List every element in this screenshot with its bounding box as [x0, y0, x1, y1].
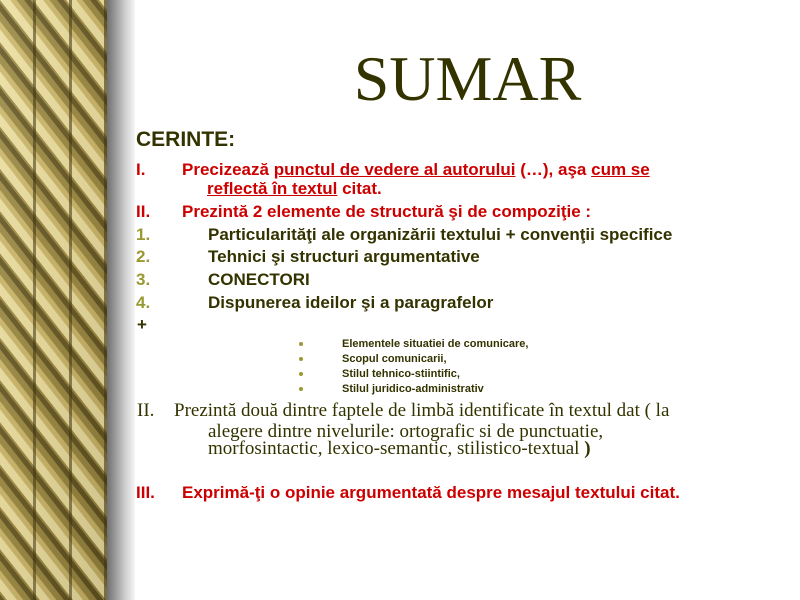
bullet-item: Scopul comunicarii,	[342, 353, 447, 365]
item-1-line-2: reflectă în textul citat.	[207, 179, 382, 198]
sublist-number: 2.	[136, 247, 151, 266]
sublist-number: 1.	[136, 225, 151, 244]
link-author-viewpoint[interactable]: punctul de vedere al autorului	[273, 160, 516, 179]
bullet-dot	[299, 357, 303, 361]
sublist-item: CONECTORI	[208, 270, 310, 289]
item-2-number: II.	[136, 202, 151, 221]
item-2b-line-1: Prezintă două dintre faptele de limbă identificate în textul dat ( la	[174, 400, 670, 421]
link-how-reflected[interactable]: cum se	[591, 160, 650, 179]
bullet-dot	[299, 372, 303, 376]
item-3-text: Exprimă-ţi o opinie argumentată despre mesajul textului citat.	[182, 483, 680, 502]
item-2b-number: II.	[137, 400, 155, 421]
bullet-dot	[299, 387, 303, 391]
bullet-item: Stilul tehnico-stiintific,	[342, 368, 460, 380]
item-1-number: I.	[136, 160, 146, 179]
item-1-line-1: Precizează punctul de vedere al autorului (…), aşa cum se	[182, 160, 650, 179]
sublist-number: 4.	[136, 293, 151, 312]
sidebar-shadow	[107, 0, 135, 600]
decorative-sidebar	[0, 0, 107, 600]
item-3-number: III.	[136, 483, 155, 502]
requirements-heading: CERINTE:	[136, 128, 236, 151]
link-reflected-in-text[interactable]: reflectă în textul	[207, 179, 338, 198]
sublist-number: 3.	[136, 270, 151, 289]
bullet-dot	[299, 342, 303, 346]
item-2b-line-3: morfosintactic, lexico-semantic, stilistico-textual )	[208, 438, 591, 459]
item-2-text: Prezintă 2 elemente de structură şi de compoziţie :	[182, 202, 592, 221]
sublist-item: Dispunerea ideilor şi a paragrafelor	[208, 293, 494, 312]
sublist-item: Particularităţi ale organizării textului + convenţii specifice	[208, 225, 673, 244]
item-2b-line-2: alegere dintre nivelurile: ortografic si de punctuatie,	[208, 421, 604, 442]
sublist-item: Tehnici şi structuri argumentative	[208, 247, 480, 266]
bullet-item: Elementele situatiei de comunicare,	[342, 338, 529, 350]
slide-title: SUMAR	[353, 43, 582, 114]
plus-sign: +	[137, 315, 147, 334]
bullet-item: Stilul juridico-administrativ	[342, 383, 484, 395]
